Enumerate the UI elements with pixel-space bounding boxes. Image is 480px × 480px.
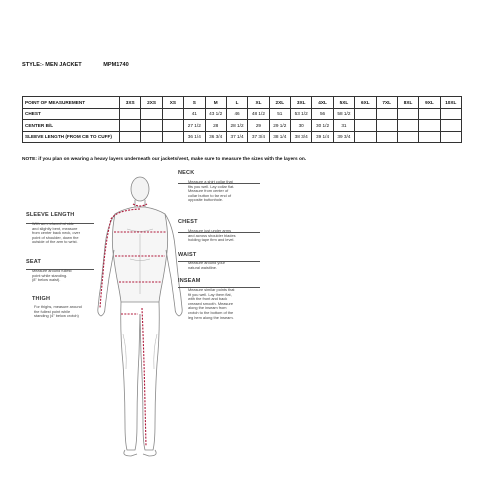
table-cell: 29 [248, 120, 269, 132]
neck-callout [178, 170, 273, 203]
thigh-title: THIGH [32, 296, 51, 302]
column-header: 3XS [120, 97, 141, 109]
table-cell: 39 3/4 [333, 131, 354, 143]
row-label: CHEST [23, 108, 120, 120]
chest-text-line: holding tape firm and level. [188, 237, 235, 243]
inseam-text-line: leg hem along the inseam. [188, 314, 234, 320]
thigh-text-line: standing (4" below crotch) [34, 313, 79, 319]
table-cell: 36 3/4 [205, 131, 226, 143]
table-cell: 36 1/4 [184, 131, 205, 143]
chest-text [188, 229, 273, 243]
column-header: M [205, 97, 226, 109]
table-cell: 46 [226, 108, 247, 120]
sleeve-length-text [32, 222, 106, 245]
waist-title: WAIST [178, 252, 197, 258]
sleeve-text-line: from center back neck, over [32, 230, 81, 236]
table-cell [355, 131, 376, 143]
column-header: XL [248, 97, 269, 109]
column-header: 8XL [397, 97, 418, 109]
table-cell: 39 1/4 [312, 131, 333, 143]
chest-text-line: and across shoulder blades [188, 232, 236, 238]
neck-title: NECK [178, 170, 195, 176]
column-header: 4XL [312, 97, 333, 109]
chest-title: CHEST [178, 219, 198, 225]
neck-text-line: opposite buttonhole. [188, 197, 224, 203]
column-header: 5XL [333, 97, 354, 109]
table-cell: 28 1/2 [226, 120, 247, 132]
column-header: 2XS [141, 97, 162, 109]
table-cell: 51 [269, 108, 290, 120]
inseam-text-line: along the inseam from [188, 305, 227, 311]
table-cell [141, 131, 162, 143]
table-row-sleeve-length [23, 131, 462, 143]
neck-text-line: fits you well. Lay collar flat. [188, 183, 235, 189]
table-cell [376, 108, 397, 120]
sleeve-text-line: and slightly bent, measure [32, 225, 78, 231]
column-header: S [184, 97, 205, 109]
table-cell: 56 [312, 108, 333, 120]
table-row-center-bl [23, 120, 462, 132]
table-cell [141, 108, 162, 120]
style-label: STYLE:- MEN JACKET [22, 62, 82, 68]
table-cell: 58 1/2 [333, 108, 354, 120]
table-cell: 30 1/2 [312, 120, 333, 132]
inseam-callout [178, 278, 278, 320]
table-cell: 31 [333, 120, 354, 132]
size-chart-table [22, 96, 462, 143]
table-cell: 28 [205, 120, 226, 132]
thigh-text-line: the fullest point while [34, 308, 71, 314]
inseam-text-line: crotch to the bottom of the [188, 309, 234, 315]
column-header: 10XL [440, 97, 461, 109]
column-header: 6XL [355, 97, 376, 109]
inseam-text-line: fit you well. Lay them flat, [188, 291, 232, 297]
measurement-guide [26, 168, 290, 468]
table-cell [120, 120, 141, 132]
neck-text-line: Measure from center of [188, 188, 229, 194]
inseam-text-line: Measure similar points that [188, 287, 235, 292]
sleeve-text-line: With arm relaxed at side [32, 221, 74, 226]
table-cell [397, 131, 418, 143]
chest-text-line: Measure just under arms [188, 228, 232, 233]
neck-text-line: Measure a shirt collar that [188, 179, 233, 184]
table-cell: 37 3/4 [248, 131, 269, 143]
inseam-text-line: creased smooth. Measure [188, 300, 233, 306]
table-cell: 27 1/2 [184, 120, 205, 132]
table-cell [440, 120, 461, 132]
column-header: L [226, 97, 247, 109]
table-cell [419, 131, 440, 143]
table-cell: 48 1/2 [248, 108, 269, 120]
table-cell: 38 1/4 [269, 131, 290, 143]
table-cell [120, 108, 141, 120]
table-cell: 43 1/2 [205, 108, 226, 120]
table-cell [397, 108, 418, 120]
table-cell [120, 131, 141, 143]
neck-text-line: collar button to far end of [188, 192, 232, 198]
table-cell [162, 120, 183, 132]
neck-text [188, 180, 273, 203]
style-code: MPM1740 [103, 62, 129, 68]
table-cell [440, 108, 461, 120]
table-cell: 29 1/2 [269, 120, 290, 132]
sleeve-length-title: SLEEVE LENGTH [26, 212, 75, 218]
table-cell [419, 120, 440, 132]
thigh-text-line: For thighs, measure around [34, 304, 82, 309]
table-cell: 37 1/4 [226, 131, 247, 143]
seat-title: SEAT [26, 259, 42, 265]
column-header: XS [162, 97, 183, 109]
row-label: SLEEVE LENGTH (FROM CB TO CUFF) [23, 131, 120, 143]
table-cell: 53 1/2 [291, 108, 312, 120]
style-header [22, 62, 129, 68]
column-header: 7XL [376, 97, 397, 109]
table-cell [162, 131, 183, 143]
seat-text-line: point while standing. [32, 272, 68, 278]
row-label: CENTER B/L [23, 120, 120, 132]
seat-text-line: (8" below waist). [32, 277, 61, 283]
seat-callout [26, 259, 106, 283]
column-header: POINT OF MEASUREMENT [23, 97, 120, 109]
table-cell [355, 108, 376, 120]
sleeve-text-line: point of shoulder, down the [32, 234, 79, 240]
column-header: 9XL [419, 97, 440, 109]
sleeve-text-line: outside of the arm to wrist. [32, 239, 78, 245]
table-cell [162, 108, 183, 120]
table-cell: 30 [291, 120, 312, 132]
table-header-row [23, 97, 462, 109]
seat-text [32, 269, 106, 283]
inseam-title: INSEAM [178, 278, 201, 284]
layering-note: NOTE: if you plan on wearing a heavy layers underneath our jackets/vest, make sure to measure the sizes with the layers on. [22, 157, 307, 162]
column-header: 3XL [291, 97, 312, 109]
table-cell: 38 3/4 [291, 131, 312, 143]
waist-text-line: Measure around your [188, 260, 225, 265]
waist-text-line: natural waistline. [188, 264, 217, 270]
seat-text-line: Measure around fullest [32, 268, 72, 273]
chest-callout [178, 219, 273, 243]
table-cell [419, 108, 440, 120]
table-cell [440, 131, 461, 143]
thigh-text [34, 305, 112, 319]
thigh-callout [32, 296, 112, 319]
table-row-chest [23, 108, 462, 120]
table-cell: 41 [184, 108, 205, 120]
column-header: 2XL [269, 97, 290, 109]
sleeve-length-callout [26, 212, 106, 245]
waist-callout [178, 252, 273, 270]
inseam-text-line: with the front and back [188, 296, 228, 302]
table-cell [355, 120, 376, 132]
inseam-text [188, 288, 278, 320]
table-cell [141, 120, 162, 132]
table-cell [376, 131, 397, 143]
table-cell [397, 120, 418, 132]
table-cell [376, 120, 397, 132]
waist-text [188, 261, 273, 270]
